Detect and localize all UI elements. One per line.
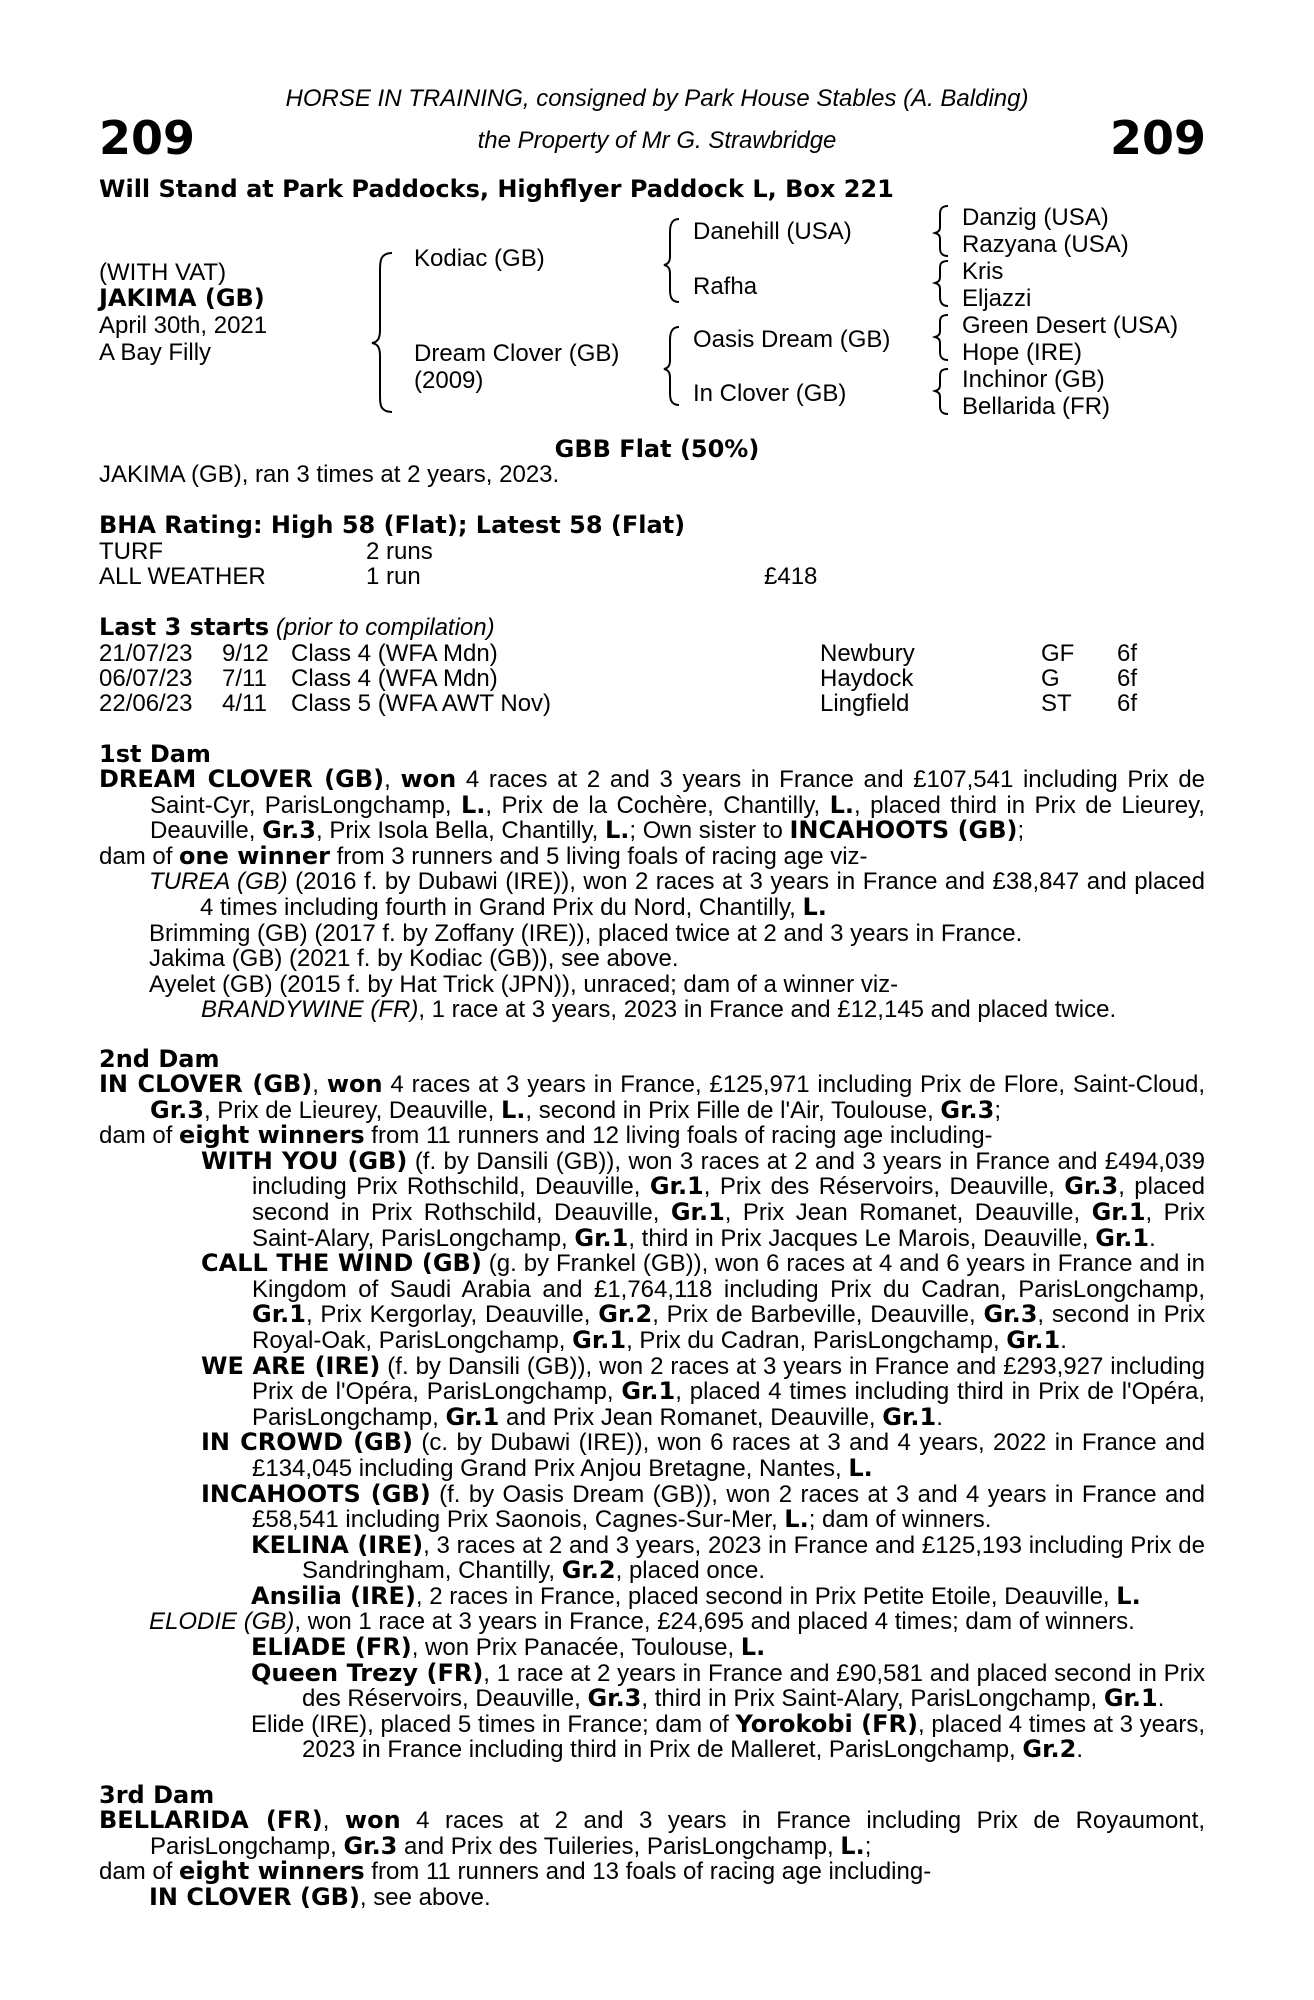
- text: , placed 4 times including third in Prix de l'Opéra, ParisLongchamp,: [252, 1378, 1205, 1431]
- listed-mark: L.: [500, 1095, 526, 1124]
- text: from 11 runners and 12 living foals of racing age including-: [364, 1122, 993, 1150]
- produce-with-you: [99, 1146, 1206, 1252]
- produce-call-the-wind: [99, 1251, 1205, 1353]
- start-date: 21/07/23: [99, 640, 193, 667]
- start-pos: 9/12: [222, 640, 269, 667]
- group-mark: Gr.1: [1095, 1223, 1150, 1252]
- group-mark: Gr.3: [587, 1684, 642, 1713]
- listed-mark: L.: [605, 816, 630, 845]
- group-mark: Gr.3: [262, 816, 316, 845]
- text: , Prix de la Cochère, Chantilly,: [485, 791, 830, 819]
- text: , 1 race at 3 years, 2023 in France and £12,145 and placed twice.: [418, 996, 1117, 1024]
- dsd: Hope (IRE): [962, 339, 1083, 366]
- rating-prize-aw: £418: [764, 563, 818, 590]
- listed-mark: L.: [740, 1633, 766, 1662]
- text: , Prix Isola Bella, Chantilly,: [316, 817, 605, 845]
- start-going: GF: [1041, 640, 1075, 667]
- text: ;: [864, 1832, 872, 1860]
- start-going: G: [1041, 665, 1060, 692]
- second-dam-heading: 2nd Dam: [99, 1045, 220, 1073]
- second-dam-paragraph: IN CLOVER (GB), won 4 races at 3 years in France, £125,971 including Prix de Flore, Saint-Cloud, Gr.3, Prix de Lieurey, Deauville, L., second in Prix Fille de l'Air, Toulouse, Gr.3;: [99, 1070, 1206, 1124]
- won-label: won: [326, 1070, 383, 1098]
- last-starts-note: (prior to compilation): [275, 614, 495, 641]
- text: dam of: [99, 1122, 180, 1150]
- text: , second in Prix Fille de l'Air, Toulouse,: [525, 1096, 941, 1124]
- produce-name: IN CROWD (GB): [201, 1428, 413, 1457]
- group-mark: Gr.1: [252, 1300, 306, 1329]
- text: , placed second in Prix Rothschild, Deauville,: [252, 1173, 1206, 1226]
- race-summary: JAKIMA (GB), ran 3 times at 2 years, 2023.: [99, 461, 560, 488]
- text: and Prix des Tuileries, ParisLongchamp,: [397, 1832, 841, 1860]
- text: , placed 4 times at 3 years, 2023 in France including third in Prix de Malleret, ParisLongchamp,: [302, 1710, 1205, 1764]
- group-mark: Gr.3: [983, 1300, 1038, 1329]
- text: .: [1157, 1685, 1165, 1713]
- text: ; Own sister to: [629, 817, 790, 845]
- group-mark: Gr.1: [572, 1325, 627, 1354]
- produce-queen-trezy: [99, 1658, 1205, 1713]
- property-line: the Property of Mr G. Strawbridge: [477, 127, 837, 154]
- text: dam of: [99, 842, 180, 870]
- produce-name: Yorokobi (FR): [735, 1709, 918, 1738]
- start-race: Class 4 (WFA Mdn): [291, 640, 498, 667]
- produce-name: WITH YOU (GB): [201, 1146, 408, 1175]
- produce-brimming: Brimming (GB) (2017 f. by Zoffany (IRE)), placed twice at 2 and 3 years in France.: [149, 919, 1023, 947]
- dds: Inchinor (GB): [962, 366, 1105, 393]
- group-mark: Gr.1: [621, 1377, 676, 1406]
- last-starts-heading: [99, 615, 495, 641]
- group-mark: Gr.2: [561, 1556, 616, 1585]
- produce-elide: [99, 1709, 1205, 1764]
- sister-name: INCAHOOTS (GB): [789, 816, 1018, 845]
- text: , 1 race at 2 years in France and £90,581 and placed second in Prix des Réservoirs, Deauville,: [302, 1659, 1205, 1713]
- horse-name: JAKIMA (GB): [99, 284, 265, 312]
- dam-name: Dream Clover (GB): [414, 340, 620, 367]
- produce-incahoots: [99, 1479, 1205, 1534]
- text: from 3 runners and 5 living foals of racing age viz-: [329, 842, 868, 870]
- start-date: 06/07/23: [99, 665, 193, 692]
- produce-name: ELIADE (FR): [251, 1633, 412, 1662]
- text: (f. by Dansili (GB)), won 3 races at 2 and 3 years in France and £494,039 including Prix Rothschild, Deauville,: [252, 1147, 1205, 1201]
- start-dist: 6f: [1117, 690, 1138, 717]
- start-dist: 6f: [1117, 665, 1138, 692]
- text: , placed third in Prix de Lieurey, Deauville,: [150, 791, 1205, 845]
- group-mark: Gr.3: [1064, 1172, 1119, 1201]
- produce-name: CALL THE WIND (GB): [201, 1249, 482, 1278]
- ddd: Bellarida (FR): [962, 393, 1111, 420]
- last-starts-title: Last 3 starts: [99, 613, 270, 641]
- group-mark: Gr.1: [1103, 1684, 1158, 1713]
- start-course: Newbury: [820, 640, 915, 667]
- third-dam-heading: 3rd Dam: [99, 1781, 215, 1809]
- listed-mark: L.: [1116, 1581, 1141, 1610]
- first-dam-paragraph: DREAM CLOVER (GB), won 4 races at 2 and 3 years in France and £107,541 including Prix de Saint-Cyr, ParisLongchamp, L., Prix de la Cochère, Chantilly, L., placed third in Prix de Lieurey, Deauville, Gr.3, Prix Isola Bella, Chantilly, L.; Own sister to INCAHOOTS (GB);: [99, 765, 1206, 845]
- second-dam-name: IN CLOVER (GB): [99, 1070, 313, 1098]
- start-pos: 7/11: [222, 665, 267, 692]
- stand-location: Will Stand at Park Paddocks, Highflyer Paddock L, Box 221: [99, 175, 894, 203]
- text: ;: [994, 1096, 1002, 1124]
- produce-name: TUREA (GB): [149, 868, 288, 896]
- produce-name: ELODIE (GB): [149, 1608, 295, 1636]
- produce-we-are: [99, 1351, 1205, 1431]
- produce-name: Queen Trezy (FR): [251, 1658, 484, 1687]
- dss: Green Desert (USA): [962, 312, 1179, 339]
- text: , third in Prix Saint-Alary, ParisLongchamp,: [641, 1685, 1104, 1713]
- first-dam-section: [99, 767, 1205, 1023]
- group-mark: Gr.3: [343, 1831, 398, 1860]
- produce-name: IN CLOVER (GB): [149, 1882, 360, 1911]
- start-dist: 6f: [1117, 640, 1138, 667]
- text: ;: [1017, 817, 1025, 845]
- second-dam-section: [99, 1072, 1205, 1763]
- consignor-line: HORSE IN TRAINING, consigned by Park House Stables (A. Balding): [285, 85, 1029, 112]
- group-mark: Gr.2: [1022, 1735, 1077, 1764]
- ssd: Razyana (USA): [962, 231, 1129, 258]
- text: .: [1060, 1326, 1067, 1354]
- produce-jakima: Jakima (GB) (2021 f. by Kodiac (GB)), see above.: [149, 945, 679, 973]
- produce-ayelet: Ayelet (GB) (2015 f. by Hat Trick (JPN)), unraced; dam of a winner viz-: [149, 970, 899, 998]
- horse-description: A Bay Filly: [99, 339, 212, 366]
- produce-kelina: [99, 1530, 1205, 1585]
- text: , second in Prix Royal-Oak, ParisLongchamp,: [252, 1301, 1205, 1354]
- group-mark: Gr.1: [574, 1223, 629, 1252]
- text: (g. by Frankel (GB)), won 6 races at 4 and 6 years in France and in Kingdom of Saudi Arabia and £1,764,118 including Prix du Cadran, ParisLongchamp,: [252, 1250, 1206, 1303]
- group-mark: Gr.1: [882, 1402, 937, 1431]
- text: , won Prix Panacée, Toulouse,: [411, 1634, 741, 1662]
- text: , Prix Jean Romanet, Deauville,: [724, 1198, 1092, 1226]
- text: , 3 races at 2 and 3 years, 2023 in France and £125,193 including Prix de Sandringham, Chantilly,: [302, 1531, 1205, 1585]
- listed-mark: L.: [829, 790, 855, 819]
- produce-eliade: [99, 1635, 1205, 1661]
- text: (f. by Oasis Dream (GB)), won 2 races at 3 and 4 years in France and £58,541 including Prix Saonois, Cagnes-Sur-Mer,: [252, 1480, 1205, 1534]
- produce-name: BRANDYWINE (FR): [201, 996, 419, 1024]
- dam-sire: Oasis Dream (GB): [693, 326, 891, 353]
- text: (c. by Dubawi (IRE)), won 6 races at 3 and 4 years, 2022 in France and £134,045 including Grand Prix Anjou Bretagne, Nantes,: [252, 1429, 1205, 1482]
- winners-count: one winner: [179, 841, 330, 870]
- group-mark: Gr.1: [1006, 1325, 1061, 1354]
- start-race: Class 5 (WFA AWT Nov): [291, 690, 552, 717]
- dam-year: (2009): [414, 367, 484, 394]
- produce-elodie: [99, 1609, 1205, 1635]
- rating-surface-turf: TURF: [99, 538, 163, 565]
- listed-mark: L.: [460, 790, 486, 819]
- text: , Prix Kergorlay, Deauville,: [305, 1301, 599, 1329]
- text: from 11 runners and 13 foals of racing age including-: [364, 1858, 932, 1886]
- text: .: [1149, 1224, 1156, 1252]
- winners-count: eight winners: [179, 1857, 365, 1886]
- third-dam-paragraph: BELLARIDA (FR), won 4 races at 2 and 3 years in France including Prix de Royaumont, ParisLongchamp, Gr.3 and Prix des Tuileries, ParisLongchamp, L.;: [99, 1806, 1205, 1860]
- listed-mark: L.: [802, 892, 827, 921]
- bha-rating: BHA Rating: High 58 (Flat); Latest 58 (Flat): [99, 511, 686, 539]
- text: and Prix Jean Romanet, Deauville,: [499, 1403, 883, 1431]
- start-course: Haydock: [820, 665, 914, 692]
- text: , Prix des Réservoirs, Deauville,: [703, 1173, 1065, 1201]
- horse-dob: April 30th, 2021: [99, 312, 268, 339]
- produce-in-clover: [99, 1882, 1205, 1911]
- produce-name: WE ARE (IRE): [201, 1351, 381, 1380]
- first-dam-produce-intro: [99, 841, 1205, 870]
- text: , third in Prix Jacques Le Marois, Deauville,: [628, 1224, 1096, 1252]
- won-label: won: [344, 1806, 401, 1834]
- text: .: [936, 1403, 943, 1431]
- sire-sire: Danehill (USA): [693, 218, 852, 245]
- text: , Prix du Cadran, ParisLongchamp,: [626, 1326, 1007, 1354]
- listed-mark: L.: [848, 1453, 873, 1482]
- vat-note: (WITH VAT): [99, 259, 227, 286]
- start-course: Lingfield: [820, 690, 910, 717]
- third-dam-produce-intro: [99, 1859, 1205, 1885]
- first-dam-name: DREAM CLOVER (GB): [99, 765, 385, 793]
- group-mark: Gr.2: [598, 1300, 653, 1329]
- first-dam-heading: 1st Dam: [99, 740, 211, 768]
- dam-dam: In Clover (GB): [693, 380, 847, 407]
- produce-turea: [99, 869, 1205, 920]
- text: .: [1076, 1736, 1083, 1764]
- text: , Prix de Lieurey, Deauville,: [203, 1096, 501, 1124]
- third-dam-name: BELLARIDA (FR): [99, 1806, 323, 1834]
- brace-main: [372, 253, 392, 412]
- rating-surface-aw: ALL WEATHER: [99, 563, 266, 590]
- group-mark: Gr.1: [649, 1172, 704, 1201]
- text: (2016 f. by Dubawi (IRE)), won 2 races at 3 years in France and £38,847 and placed 4 times including fourth in Grand Prix du Nord, Chantilly,: [200, 868, 1205, 921]
- produce-ansilia: [99, 1581, 1205, 1610]
- produce-in-crowd: [99, 1430, 1205, 1481]
- rating-runs-aw: 1 run: [366, 563, 421, 590]
- text: , 2 races in France, placed second in Prix Petite Etoile, Deauville,: [415, 1582, 1117, 1610]
- text: , see above.: [359, 1883, 491, 1911]
- listed-mark: L.: [840, 1831, 865, 1860]
- produce-name: Ansilia (IRE): [251, 1581, 416, 1610]
- group-mark: Gr.1: [445, 1402, 500, 1431]
- produce-name: INCAHOOTS (GB): [201, 1479, 431, 1508]
- text: , won 1 race at 3 years in France, £24,695 and placed 4 times; dam of winners.: [294, 1608, 1135, 1636]
- text: Elide (IRE), placed 5 times in France; dam of: [251, 1710, 736, 1738]
- lot-number-left: 209: [99, 111, 196, 165]
- listed-mark: L.: [784, 1505, 809, 1534]
- produce-name: KELINA (IRE): [251, 1530, 424, 1559]
- text: , Prix de Barbeville, Deauville,: [652, 1301, 984, 1329]
- group-mark: Gr.3: [940, 1095, 995, 1124]
- sire-dam: Rafha: [693, 273, 758, 300]
- text: 4 races at 2 and 3 years in France including Prix de Royaumont, ParisLongchamp,: [150, 1807, 1205, 1860]
- text: 4 races at 2 and 3 years in France and £107,541 including Prix de Saint-Cyr, ParisLongchamp,: [150, 766, 1206, 819]
- start-going: ST: [1041, 690, 1072, 717]
- sire-name: Kodiac (GB): [414, 245, 545, 272]
- pedigree-braces: [0, 0, 1314, 430]
- second-dam-produce-intro: [99, 1123, 1205, 1149]
- sds: Kris: [962, 258, 1004, 285]
- start-date: 22/06/23: [99, 690, 193, 717]
- third-dam-section: [99, 1808, 1205, 1910]
- produce-brandywine: [99, 997, 1205, 1023]
- text: (f. by Dansili (GB)), won 2 races at 3 years in France and £293,927 including Prix de l'Opéra, ParisLongchamp,: [252, 1352, 1205, 1406]
- text: dam of: [99, 1858, 180, 1886]
- group-mark: Gr.3: [150, 1095, 204, 1124]
- lot-number-right: 209: [1109, 111, 1206, 165]
- rating-runs-turf: 2 runs: [366, 538, 433, 565]
- text: , Prix Saint-Alary, ParisLongchamp,: [252, 1198, 1205, 1252]
- text: 4 races at 3 years in France, £125,971 including Prix de Flore, Saint-Cloud,: [382, 1071, 1206, 1098]
- text: ; dam of winners.: [808, 1506, 992, 1534]
- sss: Danzig (USA): [962, 204, 1109, 231]
- group-mark: Gr.1: [1091, 1197, 1146, 1226]
- start-pos: 4/11: [222, 690, 267, 717]
- sdd: Eljazzi: [962, 285, 1032, 312]
- won-label: won: [400, 765, 457, 793]
- text: , placed once.: [615, 1557, 766, 1585]
- gbb-flat: GBB Flat (50%): [554, 435, 760, 463]
- start-race: Class 4 (WFA Mdn): [291, 665, 498, 692]
- winners-count: eight winners: [179, 1121, 365, 1150]
- group-mark: Gr.1: [670, 1197, 725, 1226]
